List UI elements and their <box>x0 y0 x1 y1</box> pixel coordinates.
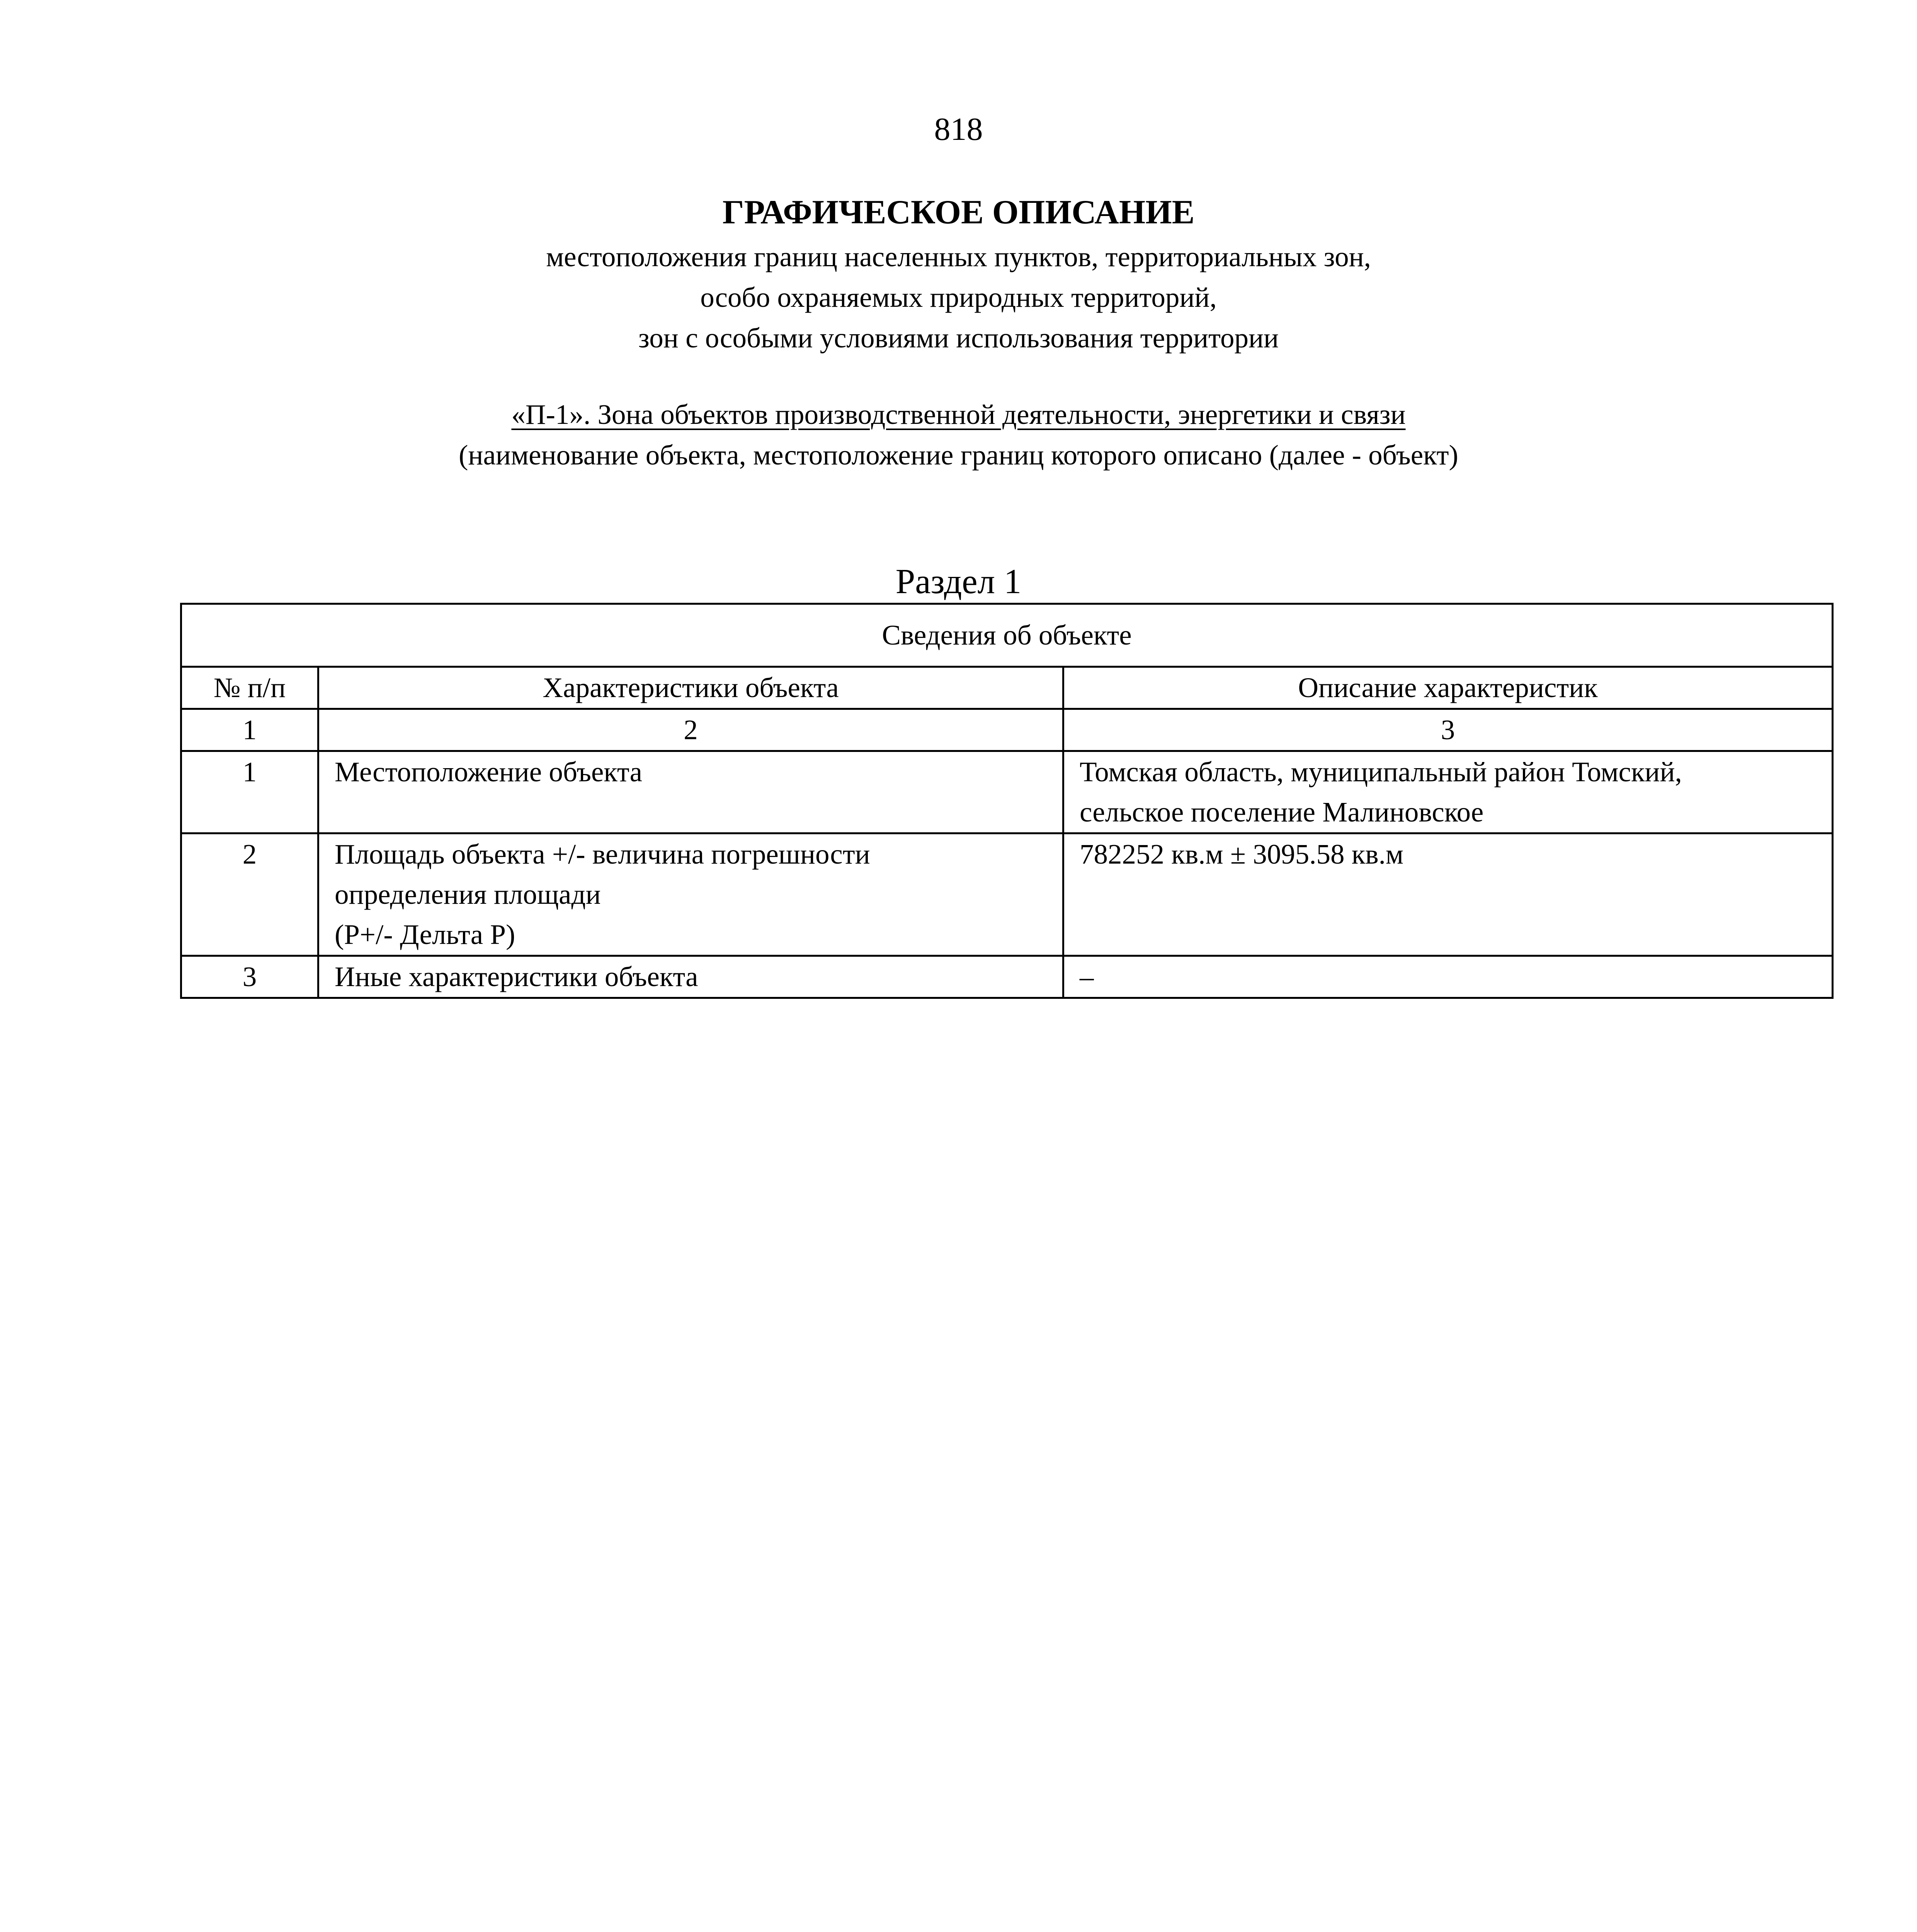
cell-line: Иные характеристики объекта <box>335 961 698 992</box>
page-number: 818 <box>934 111 983 147</box>
object-name-text: «П-1». Зона объектов производственной деятельности, энергетики и связи <box>511 399 1406 430</box>
cell-line: 782252 кв.м ± 3095.58 кв.м <box>1080 838 1404 870</box>
subtitle-line: зон с особыми условиями использования территории <box>638 322 1279 354</box>
cell-line: Местоположение объекта <box>335 756 643 787</box>
table-row <box>181 833 1833 956</box>
header-characteristic: Характеристики объекта <box>318 667 1063 709</box>
cell-line: (P+/- Дельта P) <box>335 919 515 950</box>
table-row <box>181 956 1833 998</box>
cell-line: Томская область, муниципальный район Томский, <box>1080 756 1682 787</box>
cell-line: сельское поселение Малиновское <box>1080 796 1484 828</box>
row-characteristic <box>318 956 1063 998</box>
column-number: 3 <box>1063 709 1833 751</box>
document-title: ГРАФИЧЕСКОЕ ОПИСАНИЕ <box>722 194 1195 231</box>
row-number: 3 <box>181 956 318 998</box>
row-description <box>1063 833 1833 956</box>
header-description: Описание характеристик <box>1063 667 1833 709</box>
row-number: 2 <box>181 833 318 956</box>
column-number: 2 <box>318 709 1063 751</box>
table-caption-row <box>181 604 1833 667</box>
row-characteristic <box>318 833 1063 956</box>
object-caption: (наименование объекта, местоположение границ которого описано (далее - объект) <box>459 439 1458 471</box>
row-description <box>1063 751 1833 833</box>
cell-line: – <box>1080 961 1094 992</box>
cell-line: Площадь объекта +/- величина погрешности <box>335 838 870 870</box>
document-subtitle <box>0 236 1917 358</box>
table-caption: Сведения об объекте <box>181 604 1833 667</box>
header-number: № п/п <box>181 667 318 709</box>
row-description <box>1063 956 1833 998</box>
subtitle-line: местоположения границ населенных пунктов, территориальных зон, <box>546 241 1371 272</box>
subtitle-line: особо охраняемых природных территорий, <box>700 282 1217 313</box>
column-number: 1 <box>181 709 318 751</box>
object-info-table <box>180 603 1834 999</box>
object-name <box>0 394 1917 435</box>
table-row <box>181 751 1833 833</box>
cell-line: определения площади <box>335 879 601 910</box>
row-number: 1 <box>181 751 318 833</box>
row-characteristic <box>318 751 1063 833</box>
section-label: Раздел 1 <box>895 562 1022 601</box>
table-column-numbers-row <box>181 709 1833 751</box>
table-header-row <box>181 667 1833 709</box>
